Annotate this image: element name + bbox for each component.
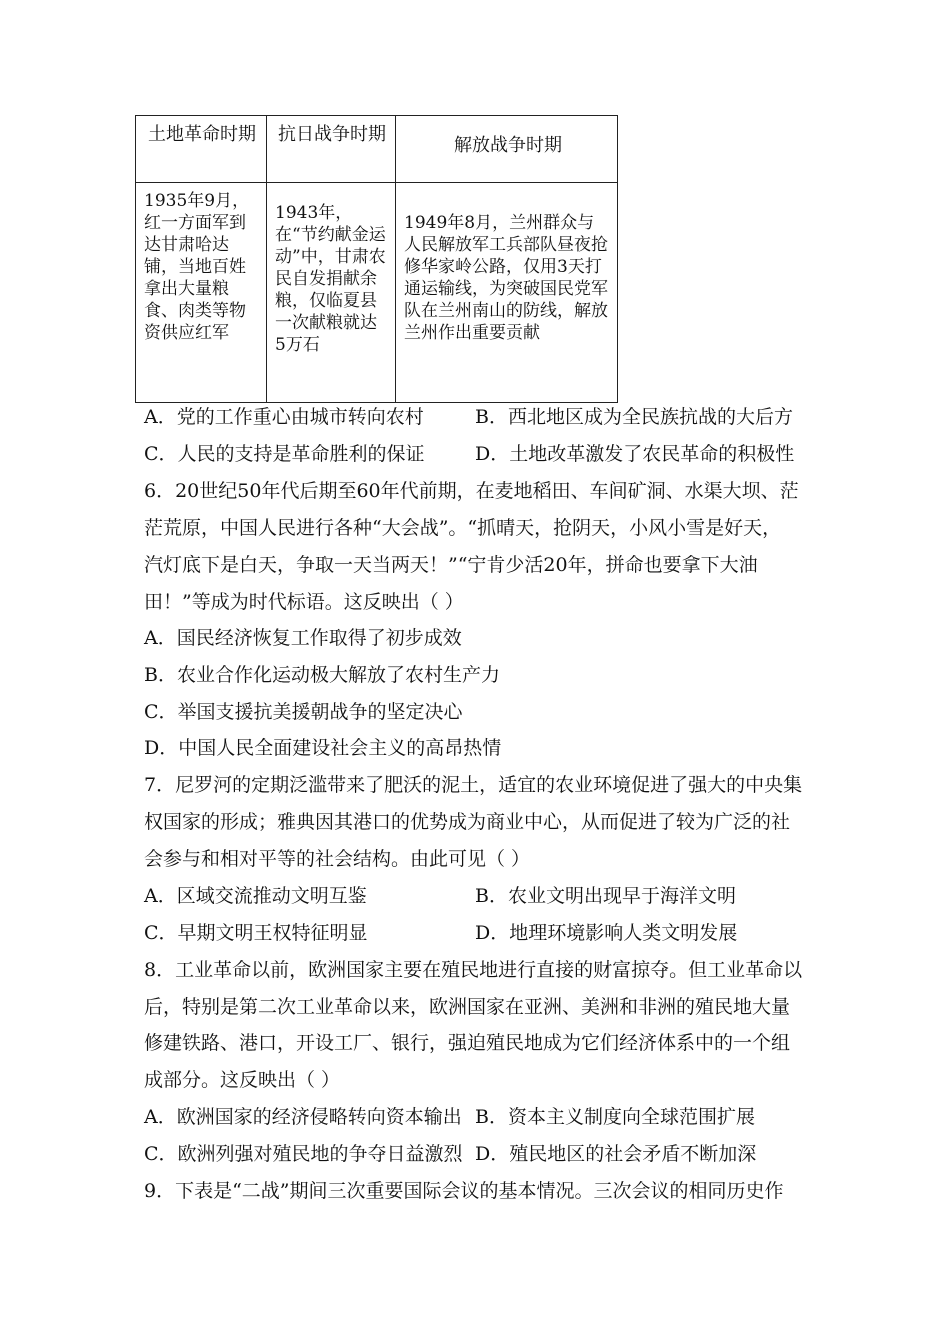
question-line: 成部分。这反映出（ ） — [144, 1069, 341, 1091]
option-d: D．殖民地区的社会矛盾不断加深 — [475, 1143, 757, 1165]
table-cell: 1935年9月，红一方面军到达甘肃哈达铺，当地百姓拿出大量粮食、肉类等物资供应红军 — [144, 191, 250, 343]
option-b: B．资本主义制度向全球范围扩展 — [475, 1106, 755, 1128]
option-d: D．地理环境影响人类文明发展 — [475, 922, 738, 944]
table-cell: 1949年8月，兰州群众与人民解放军工兵部队昼夜抢修华家岭公路，仅用3天打通运输线，为突破国民党军队在兰州南山的防线，解放兰州作出重要贡献 — [404, 213, 608, 343]
option-b: B．农业合作化运动极大解放了农村生产力 — [144, 664, 500, 686]
option-d: D．土地改革激发了农民革命的积极性 — [475, 443, 795, 465]
question-line: 会参与和相对平等的社会结构。由此可见（ ） — [144, 848, 531, 870]
option-c: C．早期文明王权特征明显 — [144, 922, 368, 944]
table-header: 解放战争时期 — [454, 135, 562, 156]
question-line: 汽灯底下是白天，争取一天当两天！”“宁肯少活20年，拼命也要拿下大油 — [144, 554, 758, 576]
option-b: B．农业文明出现早于海洋文明 — [475, 885, 736, 907]
option-a: A．党的工作重心由城市转向农村 — [144, 406, 424, 428]
table-header: 土地革命时期 — [148, 124, 256, 145]
option-a: A．国民经济恢复工作取得了初步成效 — [144, 627, 462, 649]
q5-table — [135, 115, 618, 403]
question-line: 6．20世纪50年代后期至60年代前期，在麦地稻田、车间矿洞、水渠大坝、茫 — [144, 480, 799, 502]
question-line: 8．工业革命以前，欧洲国家主要在殖民地进行直接的财富掠夺。但工业革命以 — [144, 959, 803, 981]
question-line: 茫荒原，中国人民进行各种“大会战”。“抓晴天，抢阴天，小风小雪是好天， — [144, 517, 782, 539]
question-line: 9．下表是“二战”期间三次重要国际会议的基本情况。三次会议的相同历史作 — [144, 1180, 784, 1202]
question-line: 权国家的形成；雅典因其港口的优势成为商业中心，从而促进了较为广泛的社 — [144, 811, 791, 833]
option-d: D．中国人民全面建设社会主义的高昂热情 — [144, 737, 502, 759]
option-c: C．举国支援抗美援朝战争的坚定决心 — [144, 701, 463, 723]
table-divider — [395, 116, 396, 402]
question-line: 后，特别是第二次工业革命以来，欧洲国家在亚洲、美洲和非洲的殖民地大量 — [144, 996, 791, 1018]
option-a: A．区域交流推动文明互鉴 — [144, 885, 367, 907]
question-line: 7．尼罗河的定期泛滥带来了肥沃的泥土，适宜的农业环境促进了强大的中央集 — [144, 774, 803, 796]
table-cell: 1943年，在“节约献金运动”中，甘肃农民自发捐献余粮，仅临夏县一次献粮就达5万石 — [275, 203, 386, 355]
option-a: A．欧洲国家的经济侵略转向资本输出 — [144, 1106, 462, 1128]
option-b: B．西北地区成为全民族抗战的大后方 — [475, 406, 793, 428]
option-c: C．人民的支持是革命胜利的保证 — [144, 443, 425, 465]
option-c: C．欧洲列强对殖民地的争夺日益激烈 — [144, 1143, 463, 1165]
table-divider — [266, 116, 267, 402]
table-divider — [136, 182, 617, 183]
table-header: 抗日战争时期 — [278, 124, 386, 145]
question-line: 修建铁路、港口，开设工厂、银行，强迫殖民地成为它们经济体系中的一个组 — [144, 1032, 791, 1054]
question-line: 田！”等成为时代标语。这反映出（ ） — [144, 591, 464, 613]
